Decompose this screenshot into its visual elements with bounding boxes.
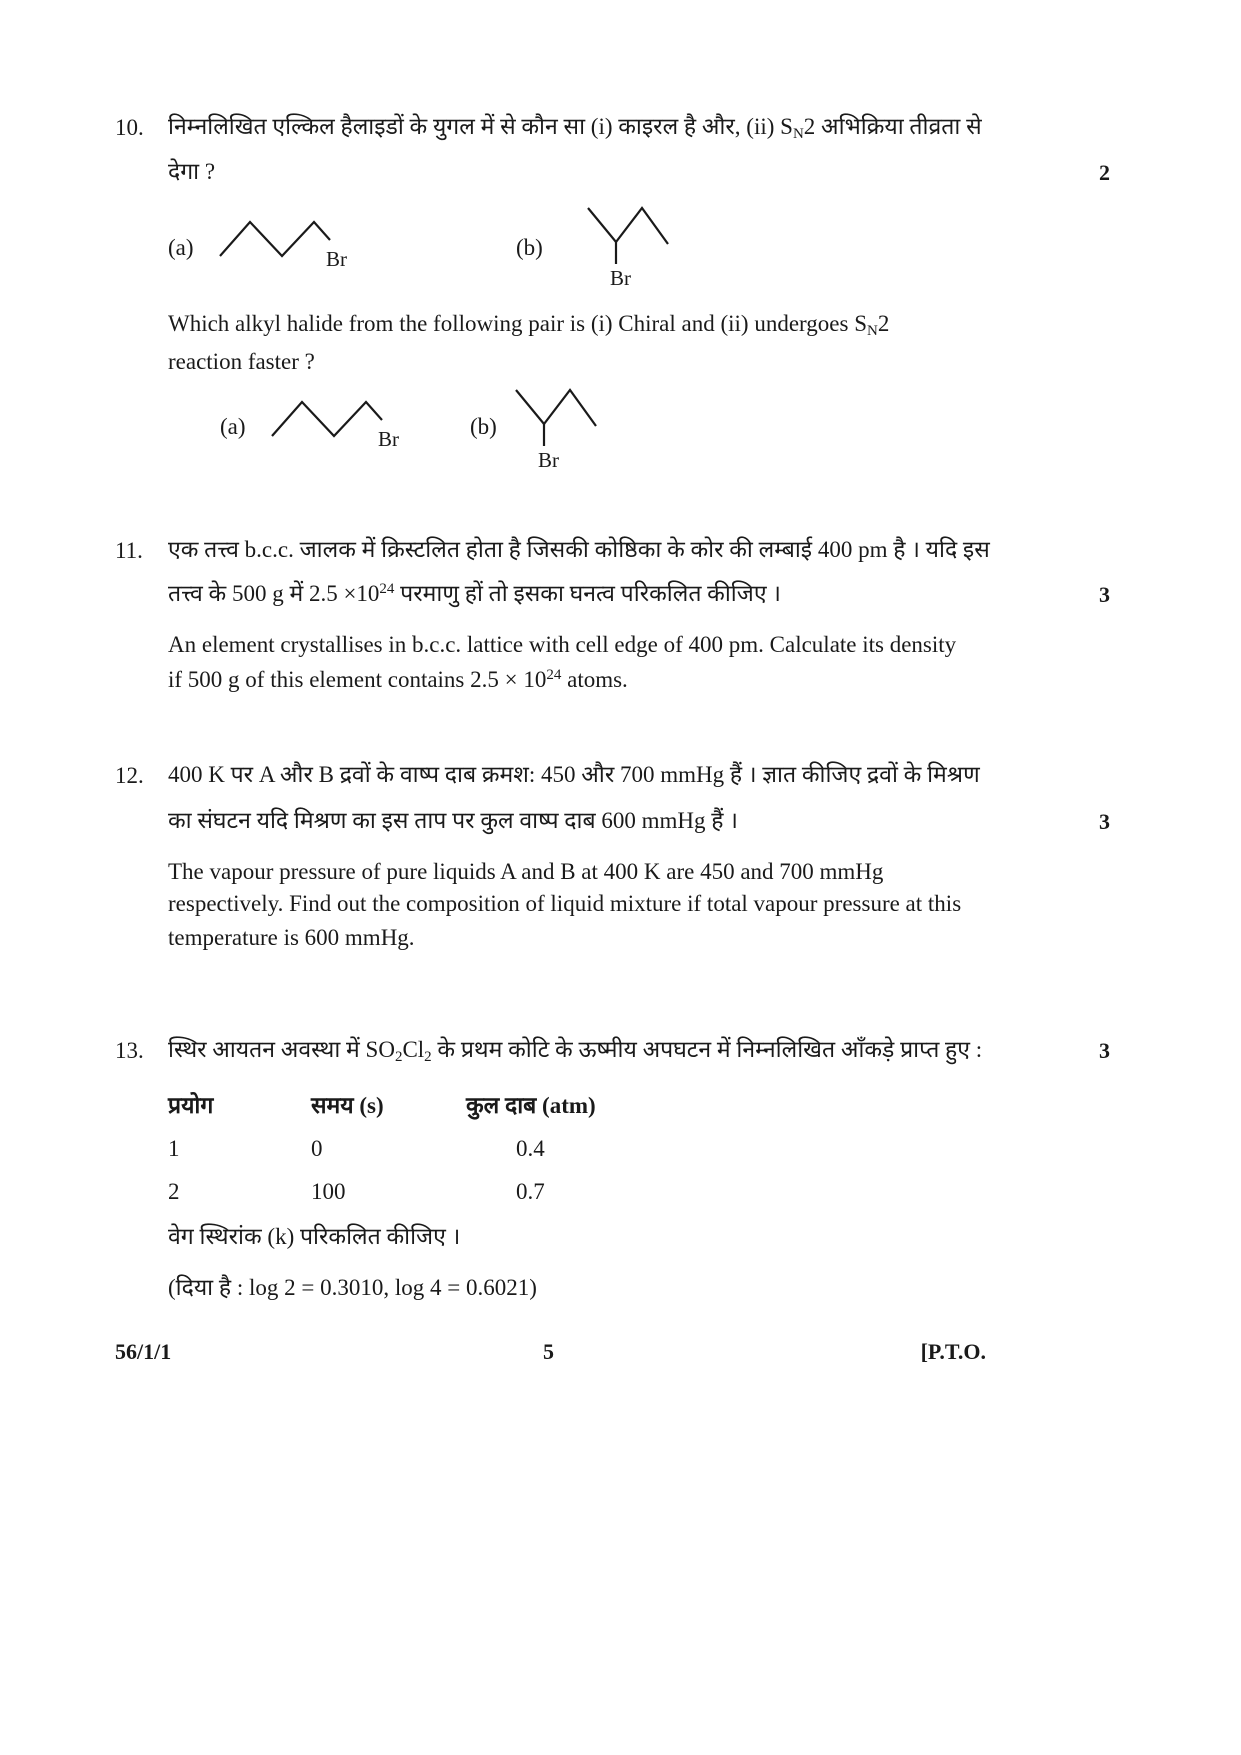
- footer-pto: [P.T.O.: [920, 1339, 986, 1364]
- q13-subscript-1: 2: [394, 1049, 403, 1065]
- q13-given-values: (दिया है : log 2 = 0.3010, log 4 = 0.6021): [168, 1275, 537, 1300]
- q10-english-line1-part-a: Which alkyl halide from the following pair is (i) Chiral and (ii) undergoes S: [168, 311, 867, 336]
- q13-hindi-line1-part-a: स्थिर आयतन अवस्था में SO: [168, 1037, 395, 1062]
- q11-hindi-line2: [168, 580, 781, 608]
- q13-number: 13.: [115, 1038, 144, 1063]
- q10-option-a-label-hindi: (a): [168, 235, 194, 260]
- q10-english-subscript: N: [867, 323, 878, 339]
- table-cell-r1-experiment: 1: [168, 1136, 180, 1161]
- q10-option-a-label-english: (a): [220, 414, 246, 439]
- q11-hindi-line2-part-b: परमाणु हों तो इसका घनत्व परिकलित कीजिए ।: [394, 581, 782, 606]
- q10-hindi-line2: देगा ?: [168, 159, 216, 184]
- q11-hindi-superscript: 24: [379, 581, 395, 597]
- footer-page-number: 5: [543, 1339, 554, 1364]
- q10-english-line1-part-b: 2: [877, 311, 890, 336]
- table-cell-r1-time: 0: [311, 1136, 323, 1161]
- q12-english-line3: temperature is 600 mmHg.: [168, 925, 415, 950]
- q13-hindi-line1: [168, 1036, 982, 1066]
- q13-hindi-line1-part-c: के प्रथम कोटि के ऊष्मीय अपघटन में निम्नलिखित आँकड़े प्राप्त हुए :: [431, 1037, 983, 1062]
- bromine-label: Br: [326, 247, 347, 271]
- table-cell-r2-experiment: 2: [168, 1179, 180, 1204]
- q10-structure-b-english: [514, 386, 614, 476]
- q10-marks: 2: [1099, 160, 1110, 185]
- table-cell-r2-time: 100: [311, 1179, 346, 1204]
- table-header-total-pressure: कुल दाब (atm): [466, 1093, 596, 1118]
- q12-hindi-line2: का संघटन यदि मिश्रण का इस ताप पर कुल वाष्प दाब 600 mmHg हैं ।: [168, 808, 738, 833]
- carbon-chain-line: [272, 402, 382, 436]
- carbon-chain-line: [588, 208, 668, 244]
- q10-hindi-line1: [168, 113, 982, 143]
- q12-marks: 3: [1099, 809, 1110, 834]
- q10-hindi-line1-part-b: 2 अभिक्रिया तीव्रता से: [803, 114, 982, 139]
- bromine-label: Br: [610, 266, 631, 290]
- q11-english-line1: An element crystallises in b.c.c. lattice with cell edge of 400 pm. Calculate its density: [168, 632, 957, 657]
- q10-english-line1: [168, 310, 889, 340]
- carbon-chain-line: [516, 390, 596, 426]
- footer-paper-code: 56/1/1: [115, 1339, 172, 1364]
- q11-number: 11.: [115, 538, 143, 563]
- table-header-time: समय (s): [311, 1093, 384, 1118]
- q12-english-line2: respectively. Find out the composition of liquid mixture if total vapour pressure at this: [168, 891, 962, 916]
- q10-structure-a-english: [270, 398, 410, 454]
- table-header-experiment: प्रयोग: [168, 1093, 214, 1118]
- q10-hindi-subscript: N: [792, 126, 804, 142]
- bromine-label: Br: [378, 427, 399, 451]
- q11-hindi-line2-part-a: तत्त्व के 500 g में 2.5 ×10: [168, 581, 380, 606]
- table-cell-r2-pressure: 0.7: [516, 1179, 545, 1204]
- q11-hindi-line1: एक तत्त्व b.c.c. जालक में क्रिस्टलित होता है जिसकी कोष्ठिका के कोर की लम्बाई 400 pm है । यदि इस: [168, 537, 990, 562]
- q11-english-line2: [168, 666, 628, 694]
- q10-structure-a-hindi: [218, 218, 358, 274]
- q10-option-b-label-hindi: (b): [516, 235, 543, 260]
- q11-english-line2-part-b: atoms.: [561, 667, 628, 692]
- bromine-label: Br: [538, 448, 559, 472]
- q12-number: 12.: [115, 763, 144, 788]
- q10-hindi-line1-part-a: निम्नलिखित एल्किल हैलाइडों के युगल में से कौन सा (i) काइरल है और, (ii) S: [168, 114, 793, 139]
- q13-subscript-2: 2: [424, 1049, 432, 1065]
- q11-english-line2-part-a: if 500 g of this element contains 2.5 × 10: [168, 667, 547, 692]
- table-cell-r1-pressure: 0.4: [516, 1136, 545, 1161]
- q13-marks: 3: [1099, 1038, 1110, 1063]
- q12-hindi-line1: 400 K पर A और B द्रवों के वाष्प दाब क्रमश: 450 और 700 mmHg हैं । ज्ञात कीजिए द्रवों के मिश्रण: [168, 762, 980, 787]
- q13-calculate-instruction: वेग स्थिरांक (k) परिकलित कीजिए ।: [168, 1224, 461, 1249]
- q13-hindi-line1-part-b: Cl: [402, 1037, 425, 1062]
- q10-option-b-label-english: (b): [470, 414, 497, 439]
- q12-english-line1: The vapour pressure of pure liquids A and B at 400 K are 450 and 700 mmHg: [168, 859, 884, 884]
- q10-number: 10.: [115, 115, 144, 140]
- q11-english-superscript: 24: [546, 667, 562, 683]
- q10-english-line2: reaction faster ?: [168, 349, 315, 374]
- carbon-chain-line: [220, 222, 330, 256]
- q11-marks: 3: [1099, 582, 1110, 607]
- q10-structure-b-hindi: [586, 204, 686, 294]
